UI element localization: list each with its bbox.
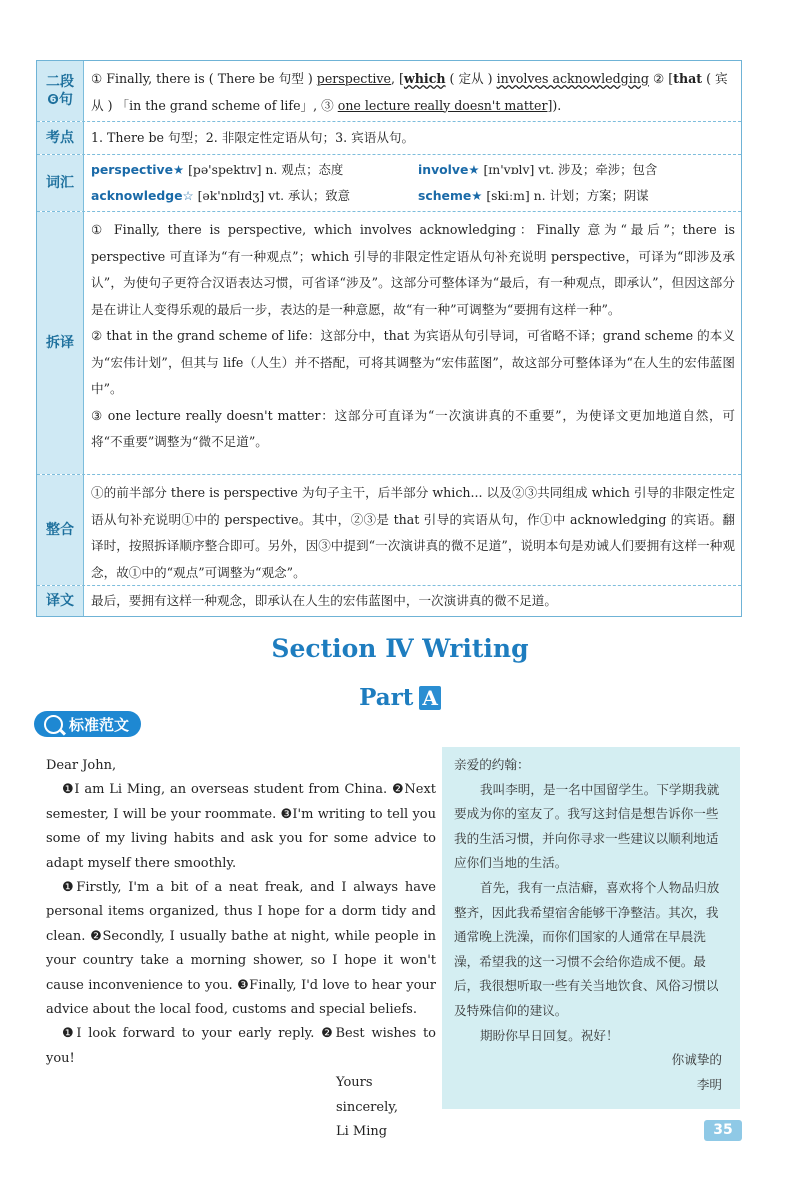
row-label: 词汇 xyxy=(37,155,84,211)
translation-greeting: 亲爱的约翰： xyxy=(454,757,530,772)
text: involves acknowledging xyxy=(496,71,649,86)
translation-paragraph: 我叫李明，是一名中国留学生。下学期我就要成为你的室友了。我写这封信是想告诉你一些我的生活习惯，并向你寻求一些建议以顺利地适应你们当地的生活。 xyxy=(454,781,720,871)
row-translation xyxy=(37,586,741,616)
translation-paragraph: 首先，我有一点洁癖，喜欢将个人物品归放整齐，因此我希望宿舍能够干净整洁。其次，我通常晚上洗澡，而你们国家的人通常在早晨洗澡，希望我的这一习惯不会给你造成不便。最后，我很想听取一些有关当地饮食、风俗习惯以及特殊信仰的建议。 xyxy=(454,879,720,1018)
tag-label: 标准范文 xyxy=(69,715,130,734)
integration-cell: ①的前半部分 there is perspective 为句子主干，后半部分 which... 以及②③共同组成 which 引导的非限定性定语从句补充说明①中的 perspective。其中，②③是 that 引导的宾语从句，作①中 acknowledging 的宾语。翻译时，按照拆译顺序整合即可。另外，因③中提到“一次演讲真的微不足道”，说明本句是劝诫人们要拥有这样一种观念，故①中的“观点”可调整为“观念”。 xyxy=(91,485,735,580)
row-sentence xyxy=(37,61,741,122)
page-number: 35 xyxy=(704,1120,742,1141)
part-badge: A xyxy=(419,686,441,710)
label-line: ❻句 xyxy=(47,92,73,108)
vocab-word: scheme★ xyxy=(418,188,483,203)
letter-paragraph: ❶Firstly, I'm a bit of a neat freak, and I always have personal items organized, thus I hope for a dorm tidy and clean. ❷Secondly, I usually bathe at night, while people in your country take a morning shower, so I hope it won't cause inconvenience to you. ❸Finally, I'd love to hear your advice about the local food, customs and special beliefs. xyxy=(46,880,436,1018)
vocab-word: perspective★ xyxy=(91,162,185,177)
model-essay-tag xyxy=(34,711,141,737)
row-breakdown xyxy=(37,212,741,475)
text: ① Finally, there is ( There be 句型 ) xyxy=(91,71,317,86)
text: ( 宾从 ) 「in the grand scheme of life」, ③ xyxy=(91,71,728,113)
vocab-item xyxy=(91,183,418,209)
text: perspective xyxy=(316,71,391,86)
letter-closing xyxy=(46,1071,432,1144)
translation-closing: 你诚挚的 xyxy=(671,1052,722,1068)
text: ( 定从 ) xyxy=(445,71,497,86)
vocab-cell xyxy=(84,155,741,211)
text: which xyxy=(403,71,446,86)
vocab-word: involve★ xyxy=(418,162,480,177)
breakdown-cell xyxy=(84,212,741,474)
letter-greeting: Dear John, xyxy=(46,758,117,773)
row-integration xyxy=(37,475,741,586)
sentence-cell xyxy=(84,61,741,121)
vocab-def: [ɪn'vɒlv] vt. 涉及；牵涉；包含 xyxy=(479,162,658,177)
closing-text: Yours sincerely, xyxy=(336,1075,398,1115)
part-word: Part xyxy=(359,684,414,711)
row-label: 译文 xyxy=(37,586,84,616)
row-label: 整合 xyxy=(37,475,84,585)
points-cell: 1. There be 句型；2. 非限定性定语从句；3. 宾语从句。 xyxy=(91,130,415,145)
breakdown-paragraph: ② that in the grand scheme of life：这部分中，that 为宾语从句引导词，可省略不译；grand scheme 的本义为“宏伟计划”，但其与 life（人生）并不搭配，可将其调整为“宏伟蓝图”，故这部分可整体译为“在人生的宏伟蓝图中”。 xyxy=(91,328,735,396)
vocab-def: [ək'nɒlɪdʒ] vt. 承认；致意 xyxy=(193,188,351,203)
row-label: 考点 xyxy=(37,122,84,154)
label-line: 二段 xyxy=(46,73,74,90)
text: , [ xyxy=(391,71,404,86)
vocab-word: acknowledge☆ xyxy=(91,188,194,203)
model-letter xyxy=(46,754,436,1145)
part-title xyxy=(0,684,800,711)
section-title: Section Ⅳ Writing xyxy=(271,634,529,663)
translation-signature: 李明 xyxy=(696,1076,722,1092)
translation-cell: 最后，要拥有这样一种观念，即承认在人生的宏伟蓝图中，一次演讲真的微不足道。 xyxy=(91,593,557,608)
vocab-item xyxy=(418,183,735,209)
text: that xyxy=(673,71,703,86)
search-icon xyxy=(44,715,63,734)
row-label xyxy=(37,61,84,121)
signature: Li Ming xyxy=(336,1124,388,1140)
letter-paragraph: ❶I look forward to your early reply. ❷Best wishes to you! xyxy=(46,1026,436,1066)
chinese-translation xyxy=(442,747,740,1109)
text: ]). xyxy=(547,97,562,113)
breakdown-paragraph: ③ one lecture really doesn't matter：这部分可直译为“一次演讲真的不重要”，为使译文更加地道自然，可将“不重要”调整为“微不足道”。 xyxy=(91,407,735,449)
row-vocab xyxy=(37,155,741,212)
vocab-def: [skiːm] n. 计划；方案；阴谋 xyxy=(482,188,649,203)
row-label: 拆译 xyxy=(37,212,84,474)
text: ② [ xyxy=(648,71,674,86)
text: one lecture really doesn't matter xyxy=(337,97,548,113)
vocab-item xyxy=(418,157,735,183)
translation-paragraph: 期盼你早日回复。祝好！ xyxy=(480,1027,619,1043)
vocab-item xyxy=(91,157,418,183)
vocab-def: [pə'spektɪv] n. 观点；态度 xyxy=(184,162,344,177)
row-points xyxy=(37,122,741,155)
breakdown-paragraph: ① Finally, there is perspective, which involves acknowledging：Finally 意为“最后”；there is perspective 可直译为“有一种观点”；which 引导的非限定性定语从句补充说明 perspective，可译为“即涉及承认”，为使句子更符合汉语表达习惯，可省译“涉及”。这部分可整体译为“最后，有一种观点，即承认”，但因这部分是在讲让人变得乐观的最后一步，表达的是一种意愿，故“有一种”可调整为“要拥有这样一种”。 xyxy=(91,222,735,317)
letter-paragraph: ❶I am Li Ming, an overseas student from China. ❷Next semester, I will be your roommate. ❸I'm writing to tell you some of my living habits and ask you for some advice to adapt myself there smoothly. xyxy=(46,782,436,871)
analysis-table xyxy=(36,60,742,617)
